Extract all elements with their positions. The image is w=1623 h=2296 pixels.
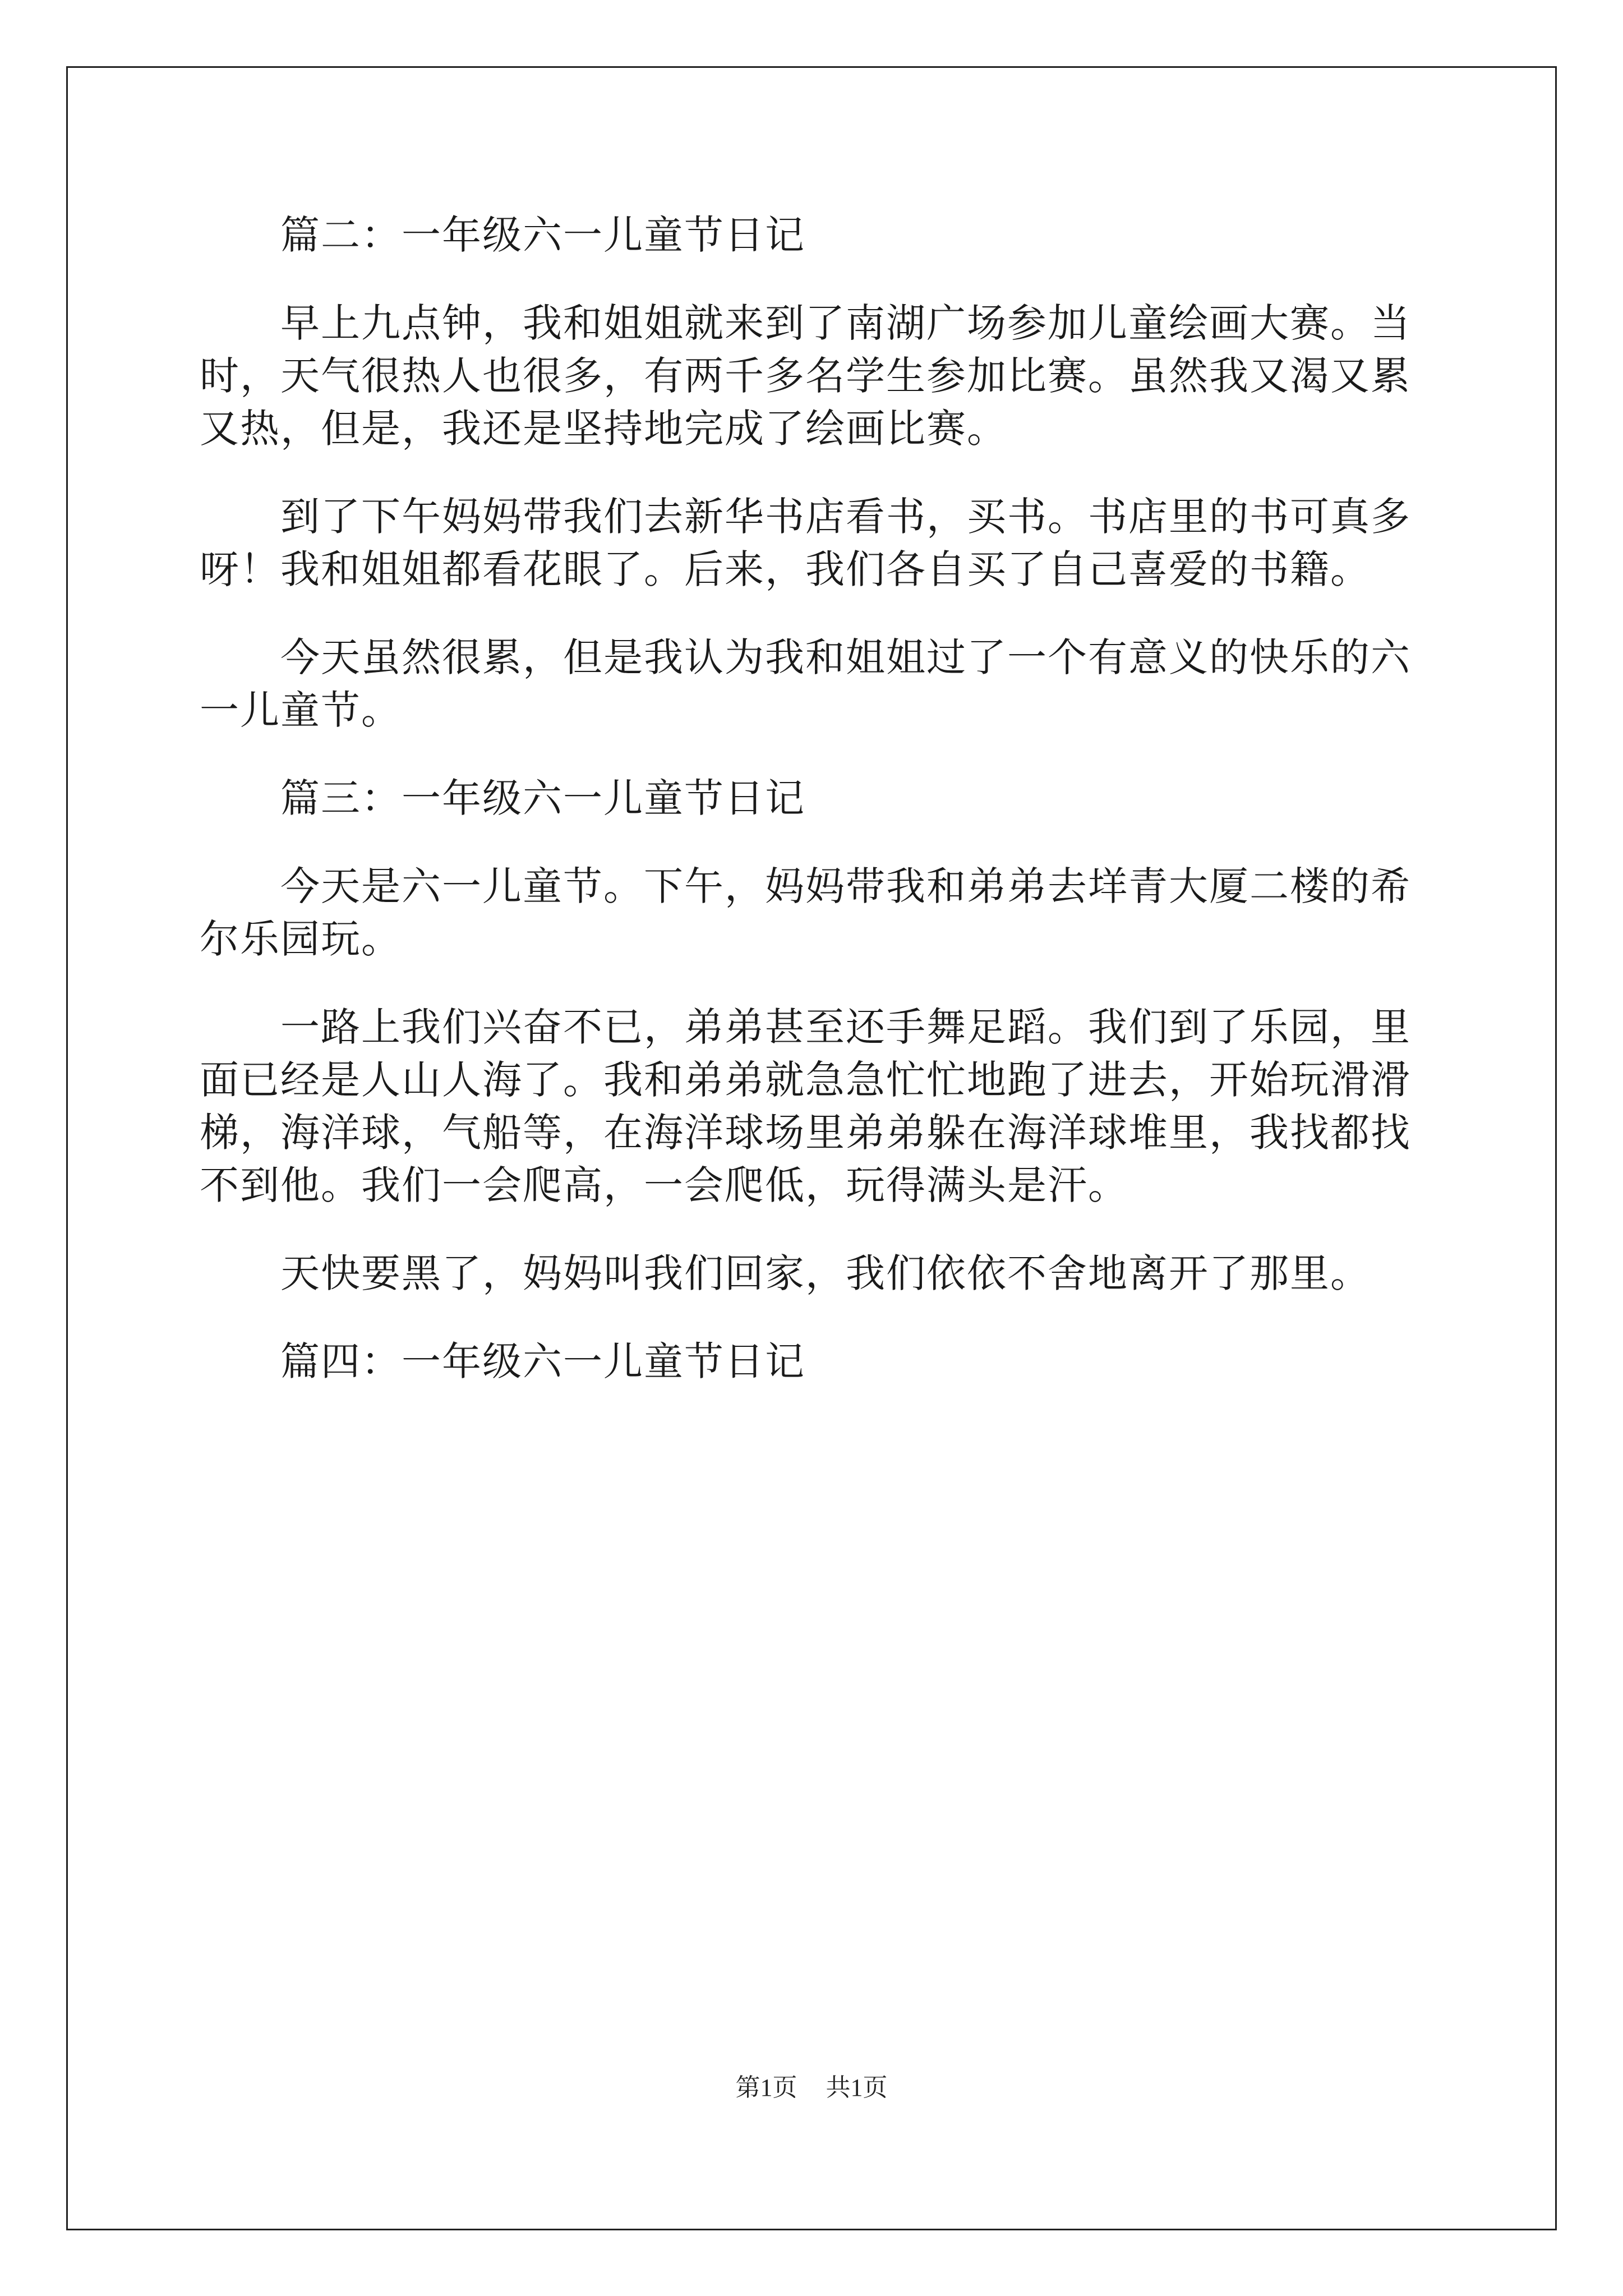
paragraph-line: 梯，海洋球，气船等，在海洋球场里弟弟躲在海洋球堆里，我找都找 bbox=[200, 1110, 1411, 1156]
total-pages: 共1页 bbox=[826, 2074, 888, 2101]
paragraph bbox=[200, 631, 1433, 737]
paragraph-line: 到了下午妈妈带我们去新华书店看书，买书。书店里的书可真多 bbox=[280, 494, 1411, 540]
section-heading bbox=[200, 772, 1433, 825]
paragraph-line: 今天虽然很累，但是我认为我和姐姐过了一个有意义的快乐的六 bbox=[280, 634, 1411, 680]
page-number: 第1页 bbox=[735, 2074, 797, 2101]
page-footer bbox=[0, 2072, 1623, 2104]
paragraph-line: 一路上我们兴奋不已，弟弟甚至还手舞足蹈。我们到了乐园，里 bbox=[280, 1004, 1411, 1050]
document-body bbox=[200, 209, 1433, 1388]
paragraph-line: 又热，但是，我还是坚持地完成了绘画比赛。 bbox=[200, 406, 1007, 452]
heading-text: 篇四：一年级六一儿童节日记 bbox=[280, 1338, 805, 1384]
paragraph-line: 尔乐园玩。 bbox=[200, 916, 402, 962]
heading-text: 篇二：一年级六一儿童节日记 bbox=[280, 212, 805, 258]
paragraph-line: 一儿童节。 bbox=[200, 687, 402, 733]
section-heading bbox=[200, 1335, 1433, 1388]
paragraph-line: 早上九点钟，我和姐姐就来到了南湖广场参加儿童绘画大赛。当 bbox=[280, 300, 1411, 346]
section-heading bbox=[200, 209, 1433, 261]
paragraph bbox=[200, 1247, 1433, 1300]
paragraph-line: 天快要黑了，妈妈叫我们回家，我们依依不舍地离开了那里。 bbox=[280, 1250, 1371, 1296]
paragraph bbox=[200, 860, 1433, 965]
paragraph bbox=[200, 490, 1433, 596]
paragraph-line: 不到他。我们一会爬高，一会爬低，玩得满头是汗。 bbox=[200, 1162, 1128, 1208]
paragraph-line: 时，天气很热人也很多，有两千多名学生参加比赛。虽然我又渴又累 bbox=[200, 353, 1411, 399]
paragraph-line: 今天是六一儿童节。下午，妈妈带我和弟弟去垟青大厦二楼的希 bbox=[280, 863, 1411, 909]
heading-text: 篇三：一年级六一儿童节日记 bbox=[280, 775, 805, 821]
paragraph bbox=[200, 297, 1433, 455]
paragraph bbox=[200, 1001, 1433, 1212]
paragraph-line: 面已经是人山人海了。我和弟弟就急急忙忙地跑了进去，开始玩滑滑 bbox=[200, 1057, 1411, 1103]
paragraph-line: 呀！我和姐姐都看花眼了。后来，我们各自买了自己喜爱的书籍。 bbox=[200, 546, 1371, 592]
